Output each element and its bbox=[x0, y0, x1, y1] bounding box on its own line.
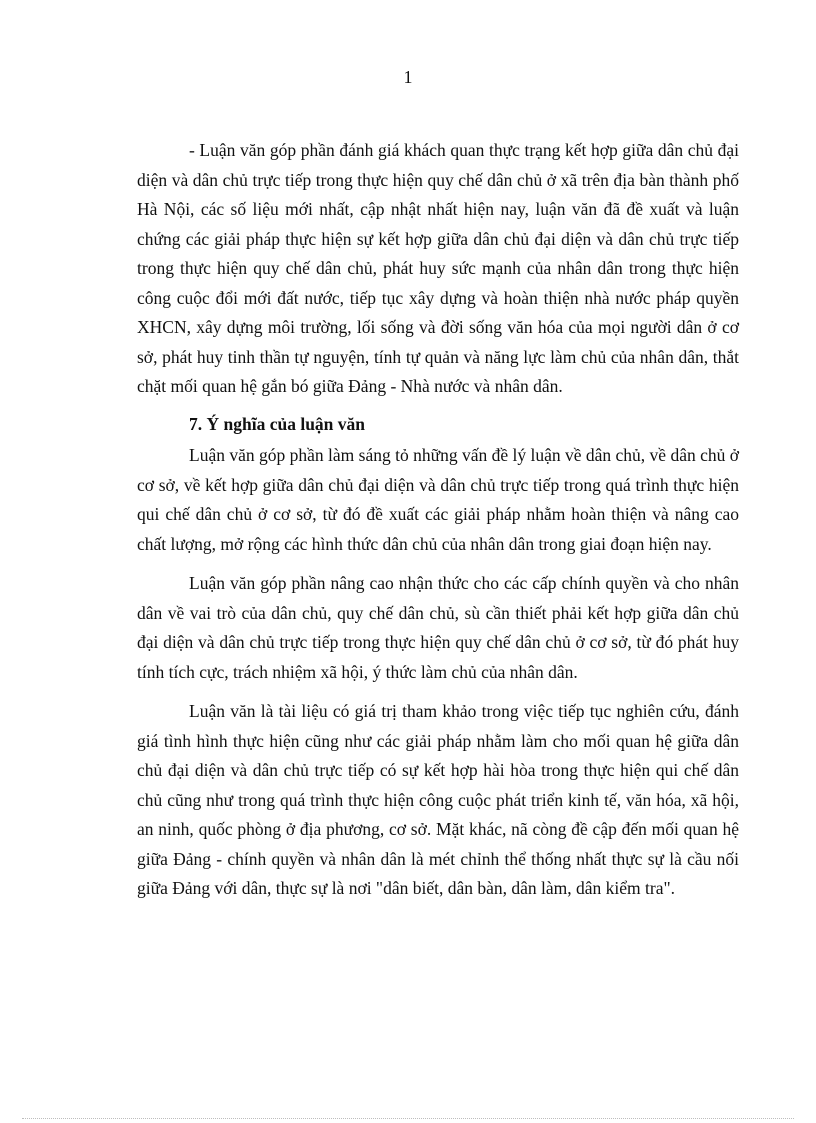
document-body bbox=[137, 136, 739, 904]
section-heading: 7. Ý nghĩa của luận văn bbox=[189, 413, 366, 434]
significance-paragraph-3: Luận văn là tài liệu có giá trị tham khảo trong việc tiếp tục nghiên cứu, đánh giá tình hình thực hiện cũng như các giải pháp nhằm làm cho mối quan hệ giữa dân chủ đại diện và dân chủ trực tiếp có sự kết hợp hài hòa trong thực hiện qui chế dân chủ cũng như trong quá trình thực hiện công cuộc phát triển kinh tế, văn hóa, xã hội, an ninh, quốc phòng ở địa phương, cơ sở. Mặt khác, nã còng đề cập đến mối quan hệ giữa Đảng - chính quyền và nhân dân là mét chỉnh thể thống nhất thực sự là cầu nối giữa Đảng với dân, thực sự là nơi "dân biết, dân bàn, dân làm, dân kiểm tra". bbox=[137, 701, 739, 898]
contribution-paragraph: - Luận văn góp phần đánh giá khách quan thực trạng kết hợp giữa dân chủ đại diện và dân chủ trực tiếp trong thực hiện quy chế dân chủ ở xã trên địa bàn thành phố Hà Nội, các số liệu mới nhất, cập nhật nhất hiện nay, luận văn đã đề xuất và luận chứng các giải pháp thực hiện sự kết hợp giữa dân chủ đại diện và dân chủ trực tiếp trong thực hiện quy chế dân chủ, phát huy sức mạnh của nhân dân trong thực hiện công cuộc đổi mới đất nước, tiếp tục xây dựng và hoàn thiện nhà nước pháp quyền XHCN, xây dựng môi trường, lối sống và đời sống văn hóa của mọi người dân ở cơ sở, phát huy tinh thần tự nguyện, tính tự quản và năng lực làm chủ của nhân dân, thắt chặt mối quan hệ gắn bó giữa Đảng - Nhà nước và nhân dân. bbox=[137, 140, 739, 396]
significance-paragraph-1: Luận văn góp phần làm sáng tỏ những vấn đề lý luận về dân chủ, về dân chủ ở cơ sở, về kết hợp giữa dân chủ đại diện và dân chủ trực tiếp trong quá trình thực hiện qui chế dân chủ ở cơ sở, từ đó đề xuất các giải pháp nhằm hoàn thiện và nâng cao chất lượng, mở rộng các hình thức dân chủ của nhân dân trong giai đoạn hiện nay. bbox=[137, 445, 739, 554]
significance-paragraph-2: Luận văn góp phần nâng cao nhận thức cho các cấp chính quyền và cho nhân dân về vai trò của dân chủ, quy chế dân chủ, sù cần thiết phải kết hợp giữa dân chủ đại diện và dân chủ trực tiếp trong thực hiện quy chế dân chủ ở cơ sở, từ đó phát huy tính tích cực, trách nhiệm xã hội, ý thức làm chủ của nhân dân. bbox=[137, 573, 739, 682]
page-number: 1 bbox=[403, 67, 413, 87]
page-bottom-divider bbox=[22, 1118, 794, 1119]
